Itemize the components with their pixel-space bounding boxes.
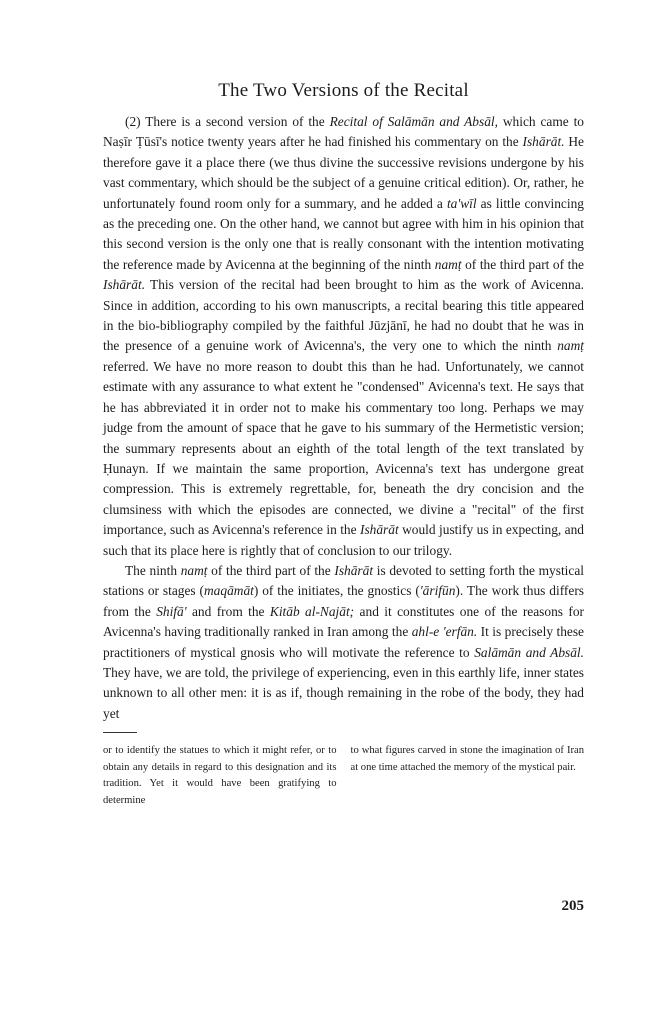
text-run: which came to Naṣīr Ṭūsī's notice twenty years after he had finished his commentary on the (103, 114, 584, 150)
text-run: would justify us in expecting, and such that its place here is rightly that of conclusion to our trilogy. (103, 522, 584, 558)
text-run: referred. We have no more reason to doubt this than he had. Unfortunately, we cannot estimate with any assurance to what extent he "condensed" Avicenna's text. He says that he has abbreviated it in order not to make his commentary too long. Perhaps we may judge from the amount of space that he gave to his summary of the Hermetistic version; the summary represents about an eighth of the total length of the text translated by Ḥunayn. If we maintain the same proportion, Avicenna's text has undergone great compression. This is extremely regrettable, for, beneath the dry concision and the clumsiness with which the episodes are connected, we divine a "recital" of the first importance, such as Avicenna's reference in the (103, 358, 584, 538)
footnote-rule (103, 732, 137, 733)
body-text (103, 112, 584, 724)
italic-text-run: namṭ (434, 256, 462, 272)
text-run: of the third part of the (207, 562, 335, 578)
page-title: The Two Versions of the Recital (218, 80, 469, 101)
italic-text-run: namṭ (180, 562, 208, 578)
italic-text-run: 'ārifūn (419, 583, 456, 599)
text-run: ) of the initiates, the gnostics ( (253, 583, 420, 599)
italic-text-run: ahl-e 'erfān. (411, 624, 478, 640)
text-run: as little convincing as the preceding one. On the other hand, we cannot but agree with him in his opinion that this second version is the only one that is really consonant with the intention motivating the reference made by Avicenna at the beginning of the ninth (103, 195, 584, 272)
italic-text-run: Ishārāt (334, 562, 374, 578)
text-run: He therefore gave it a place there (we thus divine the successive revisions undergone by his vast commentary, which should be the subject of a genuine critical edition). Or, rather, he unfortunately found room only for a summary, and he added a (103, 134, 585, 211)
text-run: (2) There is a second version of the (125, 114, 330, 129)
text-run: It is precisely these practitioners of mystical gnosis who will motivate the reference to (103, 624, 584, 660)
paragraph (103, 561, 584, 724)
text-run: They have, we are told, the privilege of experiencing, even in this earthly life, inner states unknown to all other men: it is as if, though remaining in the robe of the body, they had yet (103, 664, 584, 721)
text-run: The ninth (125, 562, 181, 578)
text-run: and it constitutes one of the reasons for Avicenna's having traditionally ranked in Iran among the (103, 603, 584, 640)
text-run: This version of the recital had been brought to him as the work of Avicenna. Since in addition, according to his own manuscripts, a recital bearing this title appeared in the bio-bibliography compiled by the faithful Jūzjānī, he had no doubt that he was in the presence of a genuine work of Avicenna's, the very one to which the ninth (103, 277, 584, 354)
italic-text-run: ta'wīl (446, 195, 477, 211)
italic-text-run: namṭ (557, 338, 584, 354)
text-run: and from the (186, 603, 270, 619)
italic-text-run: maqāmāt (204, 583, 254, 599)
page-number: 205 (561, 898, 584, 914)
italic-text-run: Kitāb al-Najāt; (269, 603, 355, 619)
page-content (103, 80, 584, 809)
text-run: is devoted to setting forth the mystical stations or stages ( (103, 562, 585, 599)
italic-text-run: Recital of Salāmān and Absāl, (329, 114, 498, 129)
text-run: ). The work thus differs from the (103, 583, 585, 619)
text-run: of the third part of the (461, 256, 584, 272)
footnote-right-column: to what figures carved in stone the imagination of Iran at one time attached the memory of the mystical pair. (350, 745, 584, 773)
italic-text-run: Ishārāt. (103, 277, 146, 293)
italic-text-run: Ishārāt (360, 522, 399, 538)
italic-text-run: Salāmān and Absāl. (474, 644, 585, 660)
footnotes (103, 743, 584, 809)
paragraph (103, 112, 584, 561)
italic-text-run: Ishārāt. (522, 134, 565, 150)
italic-text-run: Shifā' (156, 603, 187, 619)
footnote-left-column: or to identify the statues to which it might refer, or to obtain any details in regard to this designation and its tradition. Yet it would have been gratifying to determine (103, 745, 337, 806)
